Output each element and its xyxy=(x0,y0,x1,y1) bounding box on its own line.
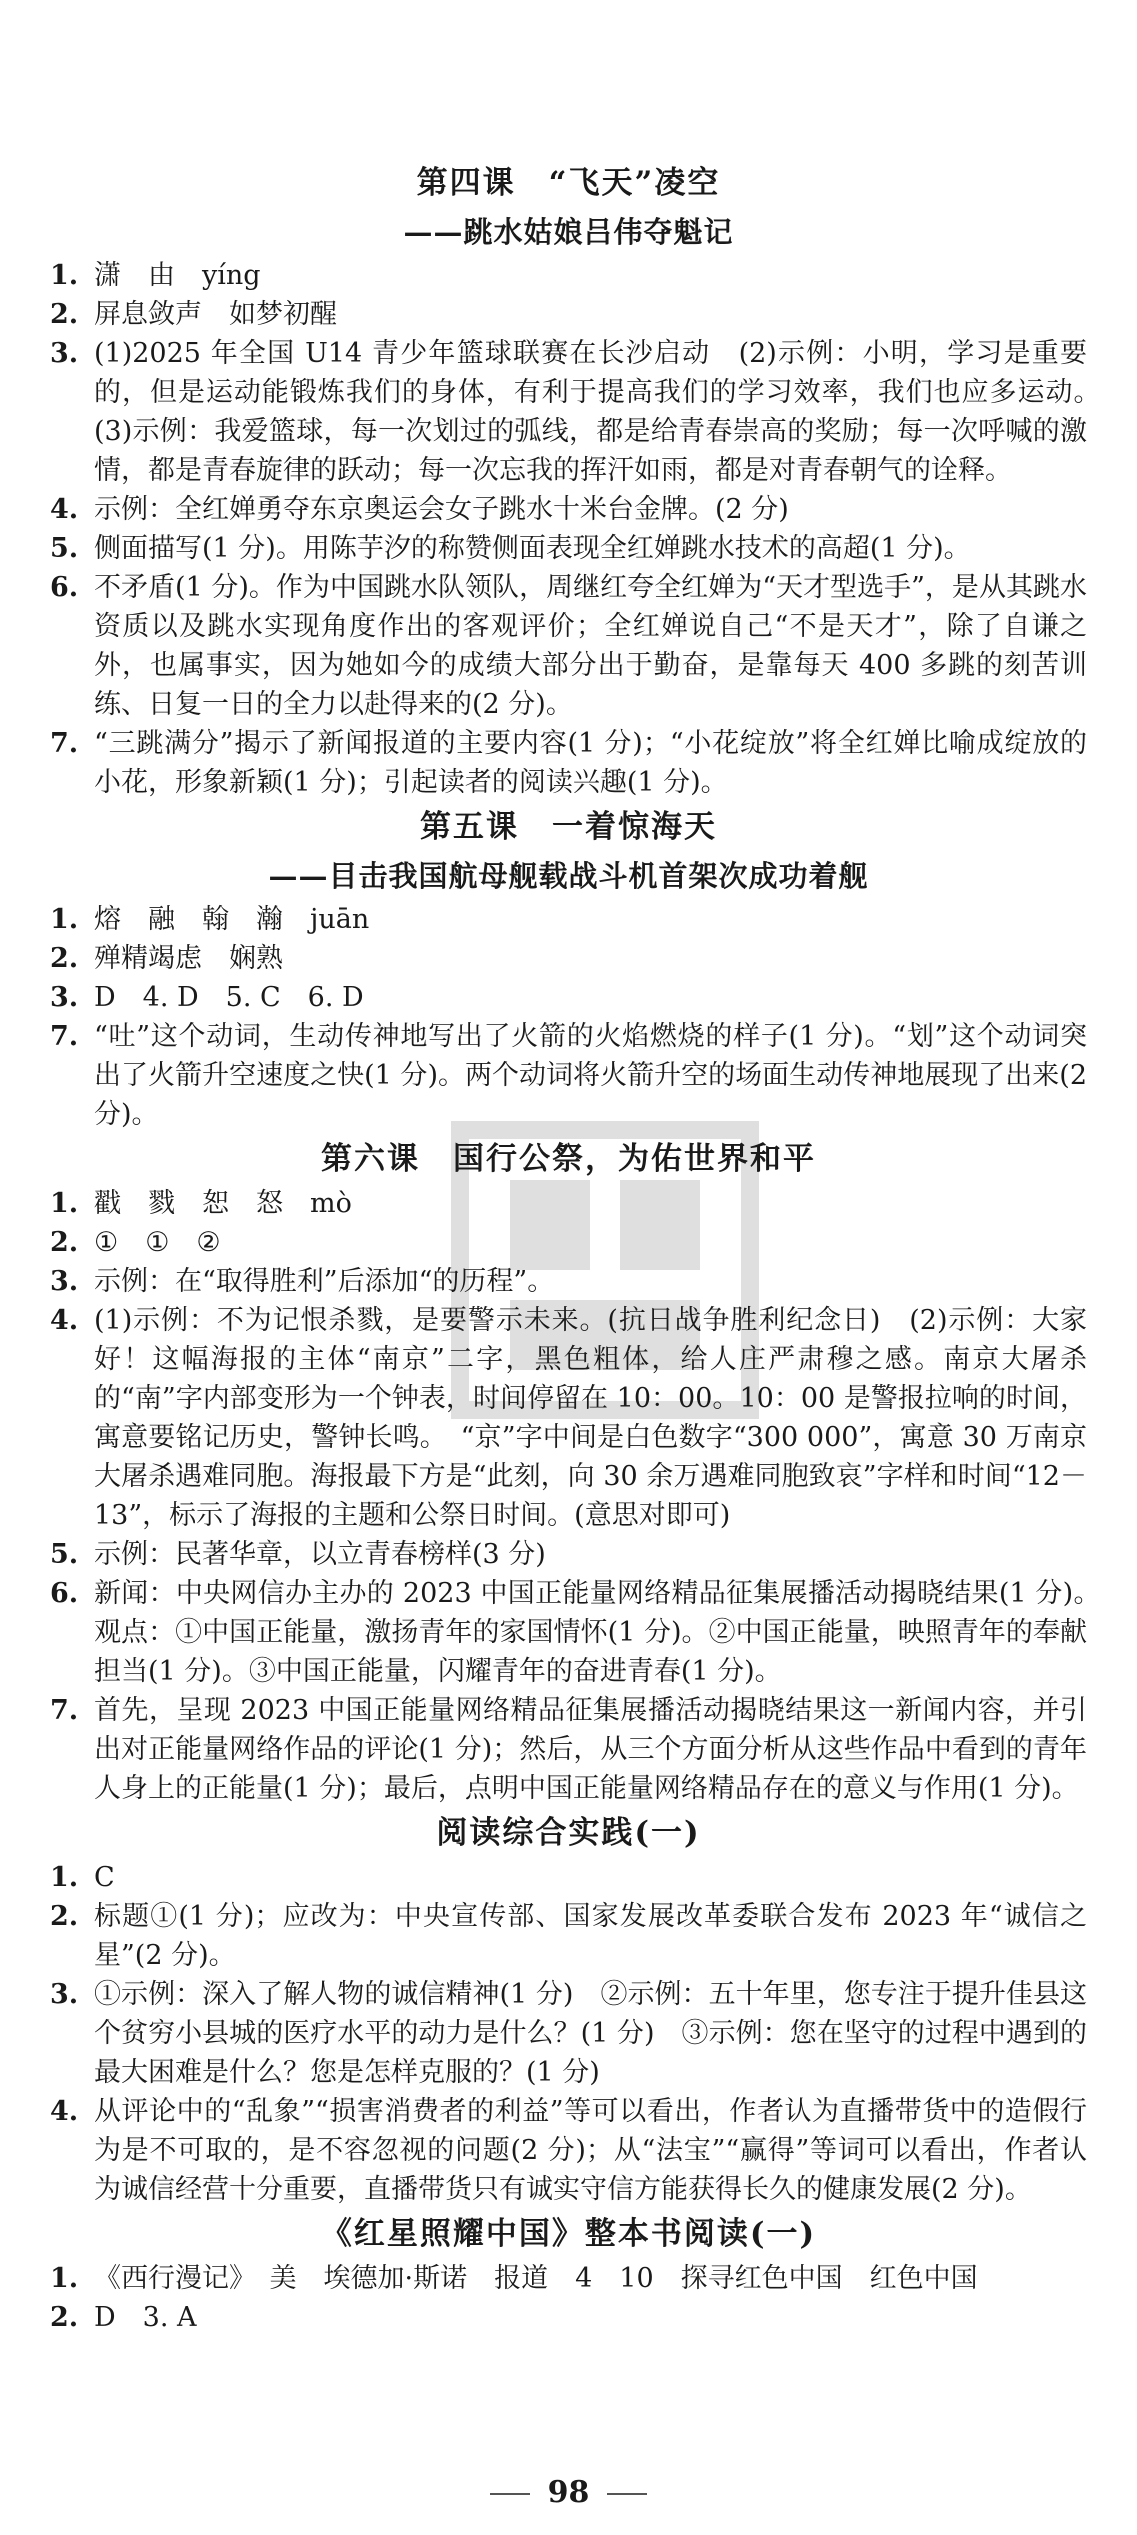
page-number-dash xyxy=(607,2493,647,2495)
item-text: 首先，呈现 2023 中国正能量网络精品征集展播活动揭晓结果这一新闻内容，并引出对正能量网络作品的评论(1 分)；然后，从三个方面分析从这些作品中看到的青年人身上的正能量(1 分)；最后，点明中国正能量网络精品存在的意义与作用(1 分)。 xyxy=(94,1695,1087,1804)
section-title: 第五课 一着惊海天 xyxy=(420,809,717,845)
item-number: 2. xyxy=(50,1227,79,1258)
answer-item xyxy=(50,939,1087,978)
item-number: 5. xyxy=(50,1539,79,1570)
page-number-dash xyxy=(490,2493,530,2495)
answer-item xyxy=(50,1223,1087,1262)
section-lesson-5 xyxy=(50,802,1087,1134)
item-number: 7. xyxy=(50,1021,79,1052)
item-number: 6. xyxy=(50,1578,79,1609)
item-text: 侧面描写(1 分)。用陈芋汐的称赞侧面表现全红婵跳水技术的高超(1 分)。 xyxy=(94,533,971,564)
section-lesson-4 xyxy=(50,158,1114,802)
item-text: 标题①(1 分)；应改为：中央宣传部、国家发展改革委联合发布 2023 年“诚信之星”(2 分)。 xyxy=(94,1901,1087,1971)
answer-item xyxy=(50,2092,1087,2209)
answer-item xyxy=(50,529,1087,568)
page-number xyxy=(0,2475,1137,2510)
item-text: 屏息敛声 如梦初醒 xyxy=(94,299,337,330)
answer-item xyxy=(50,1535,1087,1574)
item-number: 1. xyxy=(50,1862,79,1893)
section-lesson-6 xyxy=(50,1134,1114,1808)
item-text: 新闻：中央网信办主办的 2023 中国正能量网络精品征集展播活动揭晓结果(1 分)。 观点：①中国正能量，激扬青年的家国情怀(1 分)。②中国正能量，映照青年的奉献担当(1 分)。③中国正能量，闪耀青年的奋进青春(1 分)。 xyxy=(94,1578,1114,1687)
answer-item xyxy=(50,1975,1087,2092)
item-number: 4. xyxy=(50,2096,79,2127)
item-text: D 3. A xyxy=(94,2302,197,2333)
item-number: 2. xyxy=(50,2302,79,2333)
item-number: 1. xyxy=(50,2263,79,2294)
answer-item xyxy=(50,900,1087,939)
item-text: 示例：全红婵勇夺东京奥运会女子跳水十米台金牌。(2 分) xyxy=(94,494,789,525)
item-number: 1. xyxy=(50,260,79,291)
section-title: 第六课 国行公祭，为佑世界和平 xyxy=(321,1141,816,1177)
item-number: 2. xyxy=(50,1901,79,1932)
answer-item xyxy=(50,334,1114,490)
answer-item xyxy=(50,1574,1114,1691)
answer-item xyxy=(50,1017,1087,1134)
answer-item xyxy=(50,1262,1087,1301)
answer-item xyxy=(50,1897,1087,1975)
item-number: 7. xyxy=(50,728,79,759)
item-number: 1. xyxy=(50,904,79,935)
answer-item xyxy=(50,724,1087,802)
item-text: 示例：民著华章，以立青春榜样(3 分) xyxy=(94,1539,546,1570)
answer-item xyxy=(50,1691,1087,1808)
section-title: 第四课 “飞天”凌空 xyxy=(416,165,721,201)
section-title: 《红星照耀中国》整本书阅读(一) xyxy=(320,2216,817,2252)
section-reading-practice xyxy=(50,1808,1087,2209)
section-title: 阅读综合实践(一) xyxy=(436,1815,701,1851)
item-text: C xyxy=(94,1862,115,1893)
answer-content xyxy=(50,158,1114,2337)
page-number-text: 98 xyxy=(547,2475,590,2510)
item-number: 2. xyxy=(50,943,79,974)
section-subtitle: ——目击我国航母舰载战斗机首架次成功着舰 xyxy=(268,859,869,893)
item-text: (1)2025 年全国 U14 青少年篮球联赛在长沙启动 (2)示例：小明，学习是重要的，但是运动能锻炼我们的身体，有利于提高我们的学习效率，我们也应多运动。 (3)示例：我爱篮球，每一次划过的弧线，都是给青春崇高的奖励；每一次呼喊的激情，都是青春旋律的跃动；每一次忘我的挥汗如雨，都是对青春朝气的诠释。 xyxy=(94,338,1114,486)
item-text: 从评论中的“乱象”“损害消费者的利益”等可以看出，作者认为直播带货中的造假行为是不可取的，是不容忽视的问题(2 分)；从“法宝”“赢得”等词可以看出，作者认为诚信经营十分重要，直播带货只有诚实守信方能获得长久的健康发展(2 分)。 xyxy=(94,2096,1087,2205)
item-text: 戳 戮 恕 怒 mò xyxy=(94,1188,352,1219)
item-number: 4. xyxy=(50,494,79,525)
answer-item xyxy=(50,1184,1087,1223)
answer-item xyxy=(50,978,1087,1017)
item-number: 2. xyxy=(50,299,79,330)
answer-item xyxy=(50,295,1087,334)
answer-item xyxy=(50,568,1087,724)
item-number: 6. xyxy=(50,572,79,603)
item-number: 4. xyxy=(50,1305,79,1336)
section-subtitle: ——跳水姑娘吕伟夺魁记 xyxy=(403,215,734,249)
item-text: “三跳满分”揭示了新闻报道的主要内容(1 分)；“小花绽放”将全红婵比喻成绽放的小花，形象新颖(1 分)；引起读者的阅读兴趣(1 分)。 xyxy=(94,728,1087,798)
answer-item xyxy=(50,490,1087,529)
item-text: D 4. D 5. C 6. D xyxy=(94,982,364,1013)
section-red-star-reading xyxy=(50,2209,1087,2337)
item-text: (1)示例：不为记恨杀戮，是要警示未来。(抗日战争胜利纪念日) (2)示例：大家好！这幅海报的主体“南京”二字，黑色粗体，给人庄严肃穆之感。南京大屠杀的“南”字内部变形为一个钟表，时间停留在 10：00。10：00 是警报拉响的时间，寓意要铭记历史，警钟长鸣。 “京”字中间是白色数字“300 000”，寓意 30 万南京大屠杀遇难同胞。海报最下方是“此刻，向 30 余万遇难同胞致哀”字样和时间“12－13”，标示了海报的主题和公祭日时间。(意思对即可) xyxy=(94,1305,1087,1531)
item-number: 3. xyxy=(50,338,79,369)
item-text: 不矛盾(1 分)。作为中国跳水队领队，周继红夸全红婵为“天才型选手”，是从其跳水资质以及跳水实现角度作出的客观评价；全红婵说自己“不是天才”，除了自谦之外，也属事实，因为她如今的成绩大部分出于勤奋，是靠每天 400 多跳的刻苦训练、日复一日的全力以赴得来的(2 分)。 xyxy=(94,572,1087,720)
item-number: 7. xyxy=(50,1695,79,1726)
item-text: 潇 由 yíng xyxy=(94,260,261,291)
answer-item xyxy=(50,2298,1087,2337)
item-text: 熔 融 翰 瀚 juān xyxy=(94,904,370,935)
item-number: 5. xyxy=(50,533,79,564)
answer-item xyxy=(50,2259,1087,2298)
answer-item xyxy=(50,256,1087,295)
item-number: 3. xyxy=(50,1266,79,1297)
item-text: 《西行漫记》 美 埃德加·斯诺 报道 4 10 探寻红色中国 红色中国 xyxy=(94,2263,978,2294)
answer-item xyxy=(50,1301,1087,1535)
item-number: 3. xyxy=(50,1979,79,2010)
answer-item xyxy=(50,1858,1087,1897)
item-text: 殚精竭虑 娴熟 xyxy=(94,943,283,974)
item-text: ① ① ② xyxy=(94,1227,221,1258)
item-text: 示例：在“取得胜利”后添加“的历程”。 xyxy=(94,1266,555,1297)
item-number: 1. xyxy=(50,1188,79,1219)
item-text: “吐”这个动词，生动传神地写出了火箭的火焰燃烧的样子(1 分)。“划”这个动词突出了火箭升空速度之快(1 分)。两个动词将火箭升空的场面生动传神地展现了出来(2 分)。 xyxy=(94,1021,1087,1130)
item-text: ①示例：深入了解人物的诚信精神(1 分) ②示例：五十年里，您专注于提升佳县这个贫穷小县城的医疗水平的动力是什么？(1 分) ③示例：您在坚守的过程中遇到的最大困难是什么？您是怎样克服的？(1 分) xyxy=(94,1979,1087,2088)
item-number: 3. xyxy=(50,982,79,1013)
